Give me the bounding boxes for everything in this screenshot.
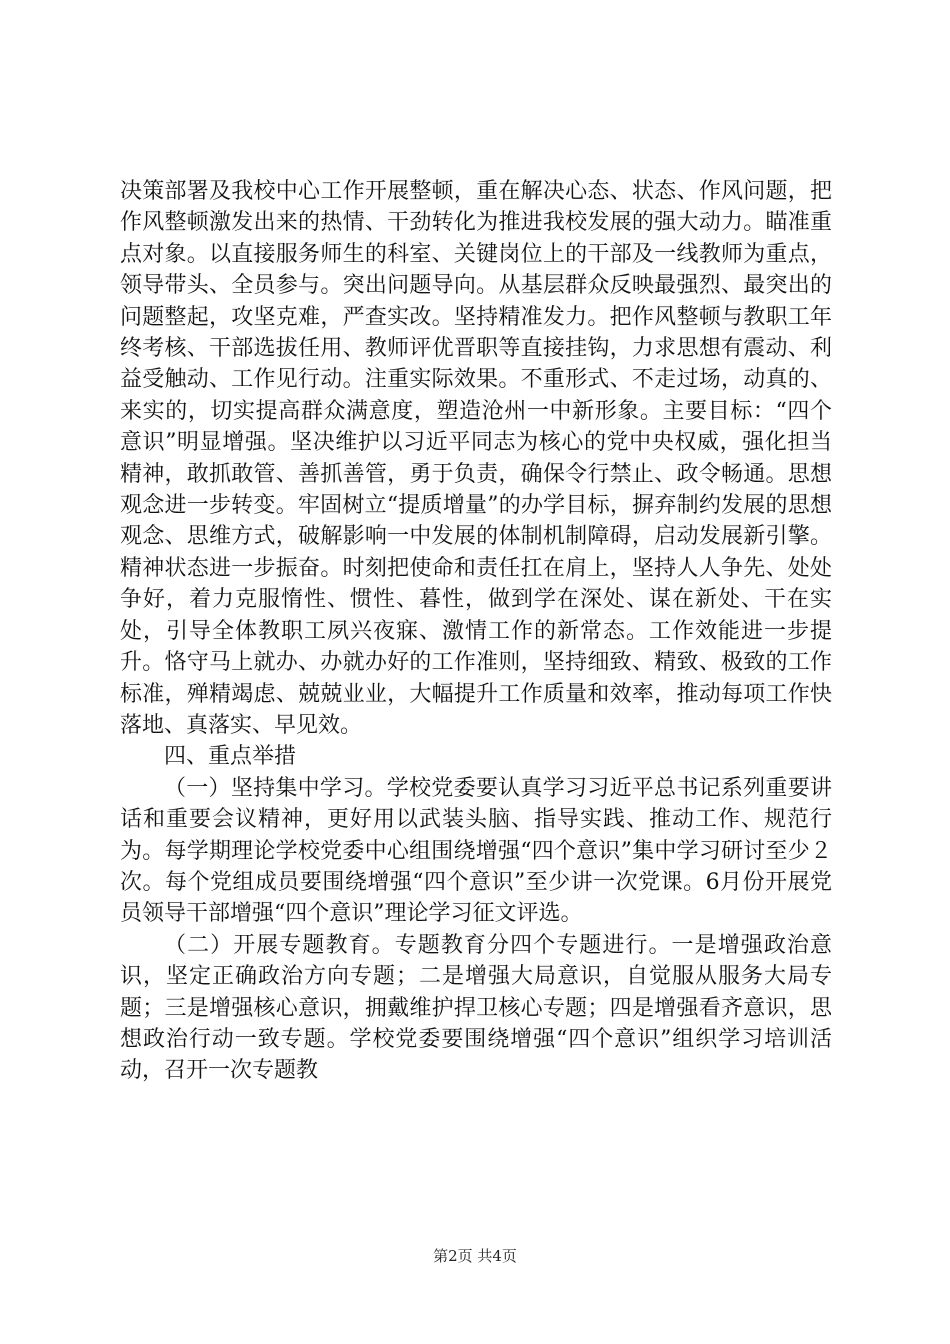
body-paragraph-1: 决策部署及我校中心工作开展整顿，重在解决心态、状态、作风问题，把作风整顿激发出来的热情、干劲转化为推进我校发展的强大动力。瞄准重点对象。以直接服务师生的科室、关键岗位上的干部及一线教师为重点，领导带头、全员参与。突出问题导向。从基层群众反映最强烈、最突出的问题整起，攻坚克难，严查实改。坚持精准发力。把作风整顿与教职工年终考核、干部选拔任用、教师评优晋职等直接挂钩，力求思想有震动、利益受触动、工作见行动。注重实际效果。不重形式、不走过场，动真的、来实的，切实提高群众满意度，塑造沧州一中新形象。主要目标：“四个意识”明显增强。坚决维护以习近平同志为核心的党中央权威，强化担当精神，敢抓敢管、善抓善管，勇于负责，确保令行禁止、政令畅通。思想观念进一步转变。牢固树立“提质增量”的办学目标，摒弃制约发展的思想观念、思维方式，破解影响一中发展的体制机制障碍，启动发展新引擎。精神状态进一步振奋。时刻把使命和责任扛在肩上，坚持人人争先、处处争好，着力克服惰性、惯性、暮性，做到学在深处、谋在新处、干在实处，引导全体教职工夙兴夜寐、激情工作的新常态。工作效能进一步提升。恪守马上就办、办就办好的工作准则，坚持细致、精致、极致的工作标准，殚精竭虑、兢兢业业，大幅提升工作质量和效率，推动每项工作快落地、真落实、早见效。 xyxy=(120,179,832,738)
body-paragraph-2: （一）坚持集中学习。学校党委要认真学习习近平总书记系列重要讲话和重要会议精神，更好用以武装头脑、指导实践、推动工作、规范行为。每学期理论学校党委中心组围绕增强“四个意识”集中学习研讨至少２次。每个党组成员要围绕增强“四个意识”至少讲一次党课。6月份开展党员领导干部增强“四个意识”理论学习征文评选。 xyxy=(120,775,832,927)
document-body xyxy=(120,176,832,1087)
body-paragraph-3: （二）开展专题教育。专题教育分四个专题进行。一是增强政治意识，坚定正确政治方向专题；二是增强大局意识，自觉服从服务大局专题；三是增强核心意识，拥戴维护捍卫核心专题；四是增强看齐意识，思想政治行动一致专题。学校党委要围绕增强“四个意识”组织学习培训活动，召开一次专题教 xyxy=(120,932,832,1084)
page-footer: 第2页 共4页 xyxy=(433,1247,517,1265)
section-heading: 四、重点举措 xyxy=(164,744,297,770)
